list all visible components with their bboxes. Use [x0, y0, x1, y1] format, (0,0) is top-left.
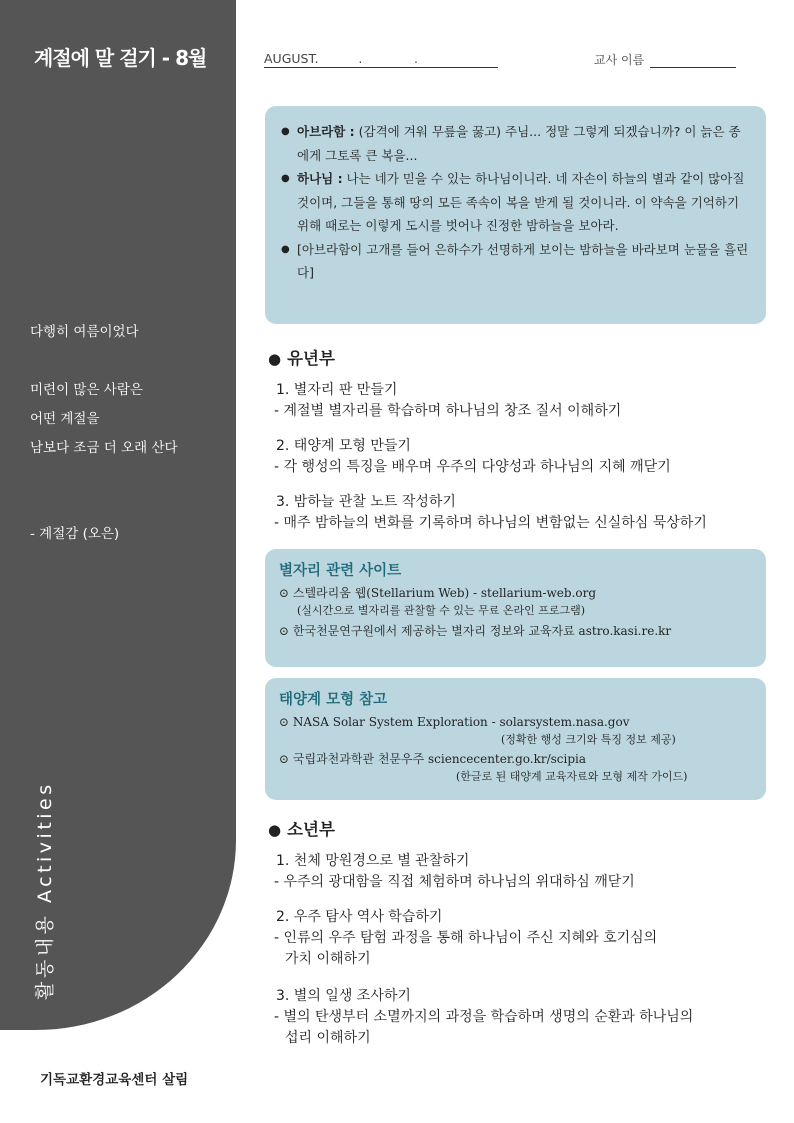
activity-desc: - 우주의 광대함을 직접 체험하며 하나님의 위대하심 깨닫기: [274, 874, 635, 890]
dialog-line: [281, 120, 752, 167]
section-title-text: 유년부: [287, 349, 335, 368]
speaker: 하나님 :: [297, 171, 343, 186]
teacher-name-field[interactable]: [594, 51, 736, 68]
activity-title: 1. 별자리 판 만들기: [276, 382, 398, 398]
activity-desc: - 인류의 우주 탐험 과정을 통해 하나님이 주신 지혜와 호기심의: [274, 930, 658, 946]
activity-desc: - 계절별 별자리를 학습하며 하나님의 창조 질서 이해하기: [274, 403, 622, 419]
reference-title: 태양계 모형 참고: [279, 692, 388, 708]
youth-section-title: [268, 345, 335, 369]
activity-item: [276, 851, 766, 893]
dialog-text: 나는 네가 믿을 수 있는 하나님이니라. 네 자손이 하늘의 별과 같이 많아질 것이며, 그들을 통해 땅의 모든 족속이 복을 받게 될 것이니라. 이 약속을 기억하기 위해 때로는 이렇게 도시를 벗어나 진정한 밤하늘을 보아라.: [297, 171, 745, 233]
poem-attribution: - 계절감 (오은): [30, 526, 120, 542]
poem-line: 남보다 조금 더 오래 산다: [30, 440, 178, 456]
reference-box-constellation: [265, 549, 766, 667]
activity-item: [276, 986, 766, 1049]
reference-link[interactable]: ⊙ 국립과천과학관 천문우주 sciencecenter.go.kr/scipia: [279, 752, 587, 766]
activity-desc-cont: 섭리 이해하기: [285, 1030, 371, 1046]
page-title: 계절에 말 걸기 - 8월: [34, 46, 207, 70]
reference-note: (정확한 행성 크기와 특징 정보 제공): [501, 733, 676, 746]
reference-link[interactable]: ⊙ 한국천문연구원에서 제공하는 별자리 정보와 교육자료 astro.kasi.re.kr: [279, 624, 672, 638]
dialog-line: [281, 238, 752, 285]
poem-line: 다행히 여름이었다: [30, 324, 139, 340]
activity-item: [276, 436, 766, 478]
speaker: 아브라함 :: [297, 124, 355, 139]
dialog-text: (감격에 겨워 무릎을 꿇고) 주님... 정말 그렇게 되겠습니까? 이 늙은 종에게 그토록 큰 복을...: [297, 124, 741, 163]
poem-line: 어떤 계절을: [30, 411, 100, 427]
activity-title: 1. 천체 망원경으로 별 관찰하기: [276, 853, 470, 869]
reference-link[interactable]: ⊙ NASA Solar System Exploration - solarsystem.nasa.gov: [279, 715, 630, 729]
activity-desc-cont: 가치 이해하기: [285, 951, 371, 967]
reference-note: (실시간으로 별자리를 관찰할 수 있는 무료 온라인 프로그램): [297, 604, 586, 617]
date-field[interactable]: AUGUST. . .: [264, 51, 498, 68]
activity-title: 2. 우주 탐사 역사 학습하기: [276, 909, 443, 925]
activity-desc: - 각 행성의 특징을 배우며 우주의 다양성과 하나님의 지혜 깨닫기: [274, 459, 671, 475]
activity-title: 2. 태양계 모형 만들기: [276, 438, 411, 454]
poem-line: 미련이 많은 사람은: [30, 382, 143, 398]
activity-desc: - 매주 밤하늘의 변화를 기록하며 하나님의 변함없는 신실하심 묵상하기: [274, 515, 707, 531]
activity-item: [276, 492, 766, 534]
footer-org: 기독교환경교육센터 살림: [40, 1072, 189, 1088]
activity-title: 3. 밤하늘 관찰 노트 작성하기: [276, 494, 456, 510]
bullet-icon: ●: [268, 350, 282, 368]
teen-section-title: [268, 816, 335, 840]
activity-desc: - 별의 탄생부터 소멸까지의 과정을 학습하며 생명의 순환과 하나님의: [274, 1009, 694, 1025]
activity-item: [276, 907, 766, 970]
activity-title: 3. 별의 일생 조사하기: [276, 988, 411, 1004]
bullet-icon: ●: [268, 821, 282, 839]
dialog-line: [281, 167, 752, 238]
teacher-name-line: [650, 53, 736, 68]
section-title-text: 소년부: [287, 820, 335, 839]
reference-box-solar-system: [265, 678, 766, 800]
reference-note: (한글로 된 태양계 교육자료와 모형 제작 가이드): [456, 770, 688, 783]
reference-link[interactable]: ⊙ 스텔라리움 웹(Stellarium Web) - stellarium-web.org: [279, 586, 597, 600]
dialog-box: [265, 106, 766, 324]
activities-label: 활동내용 Activities: [34, 781, 56, 1000]
reference-title: 별자리 관련 사이트: [279, 563, 402, 579]
dialog-text: [아브라함이 고개를 들어 은하수가 선명하게 보이는 밤하늘을 바라보며 눈물을 흘린다]: [297, 241, 749, 280]
activity-item: [276, 380, 766, 422]
teacher-name-label: 교사 이름: [594, 53, 645, 67]
